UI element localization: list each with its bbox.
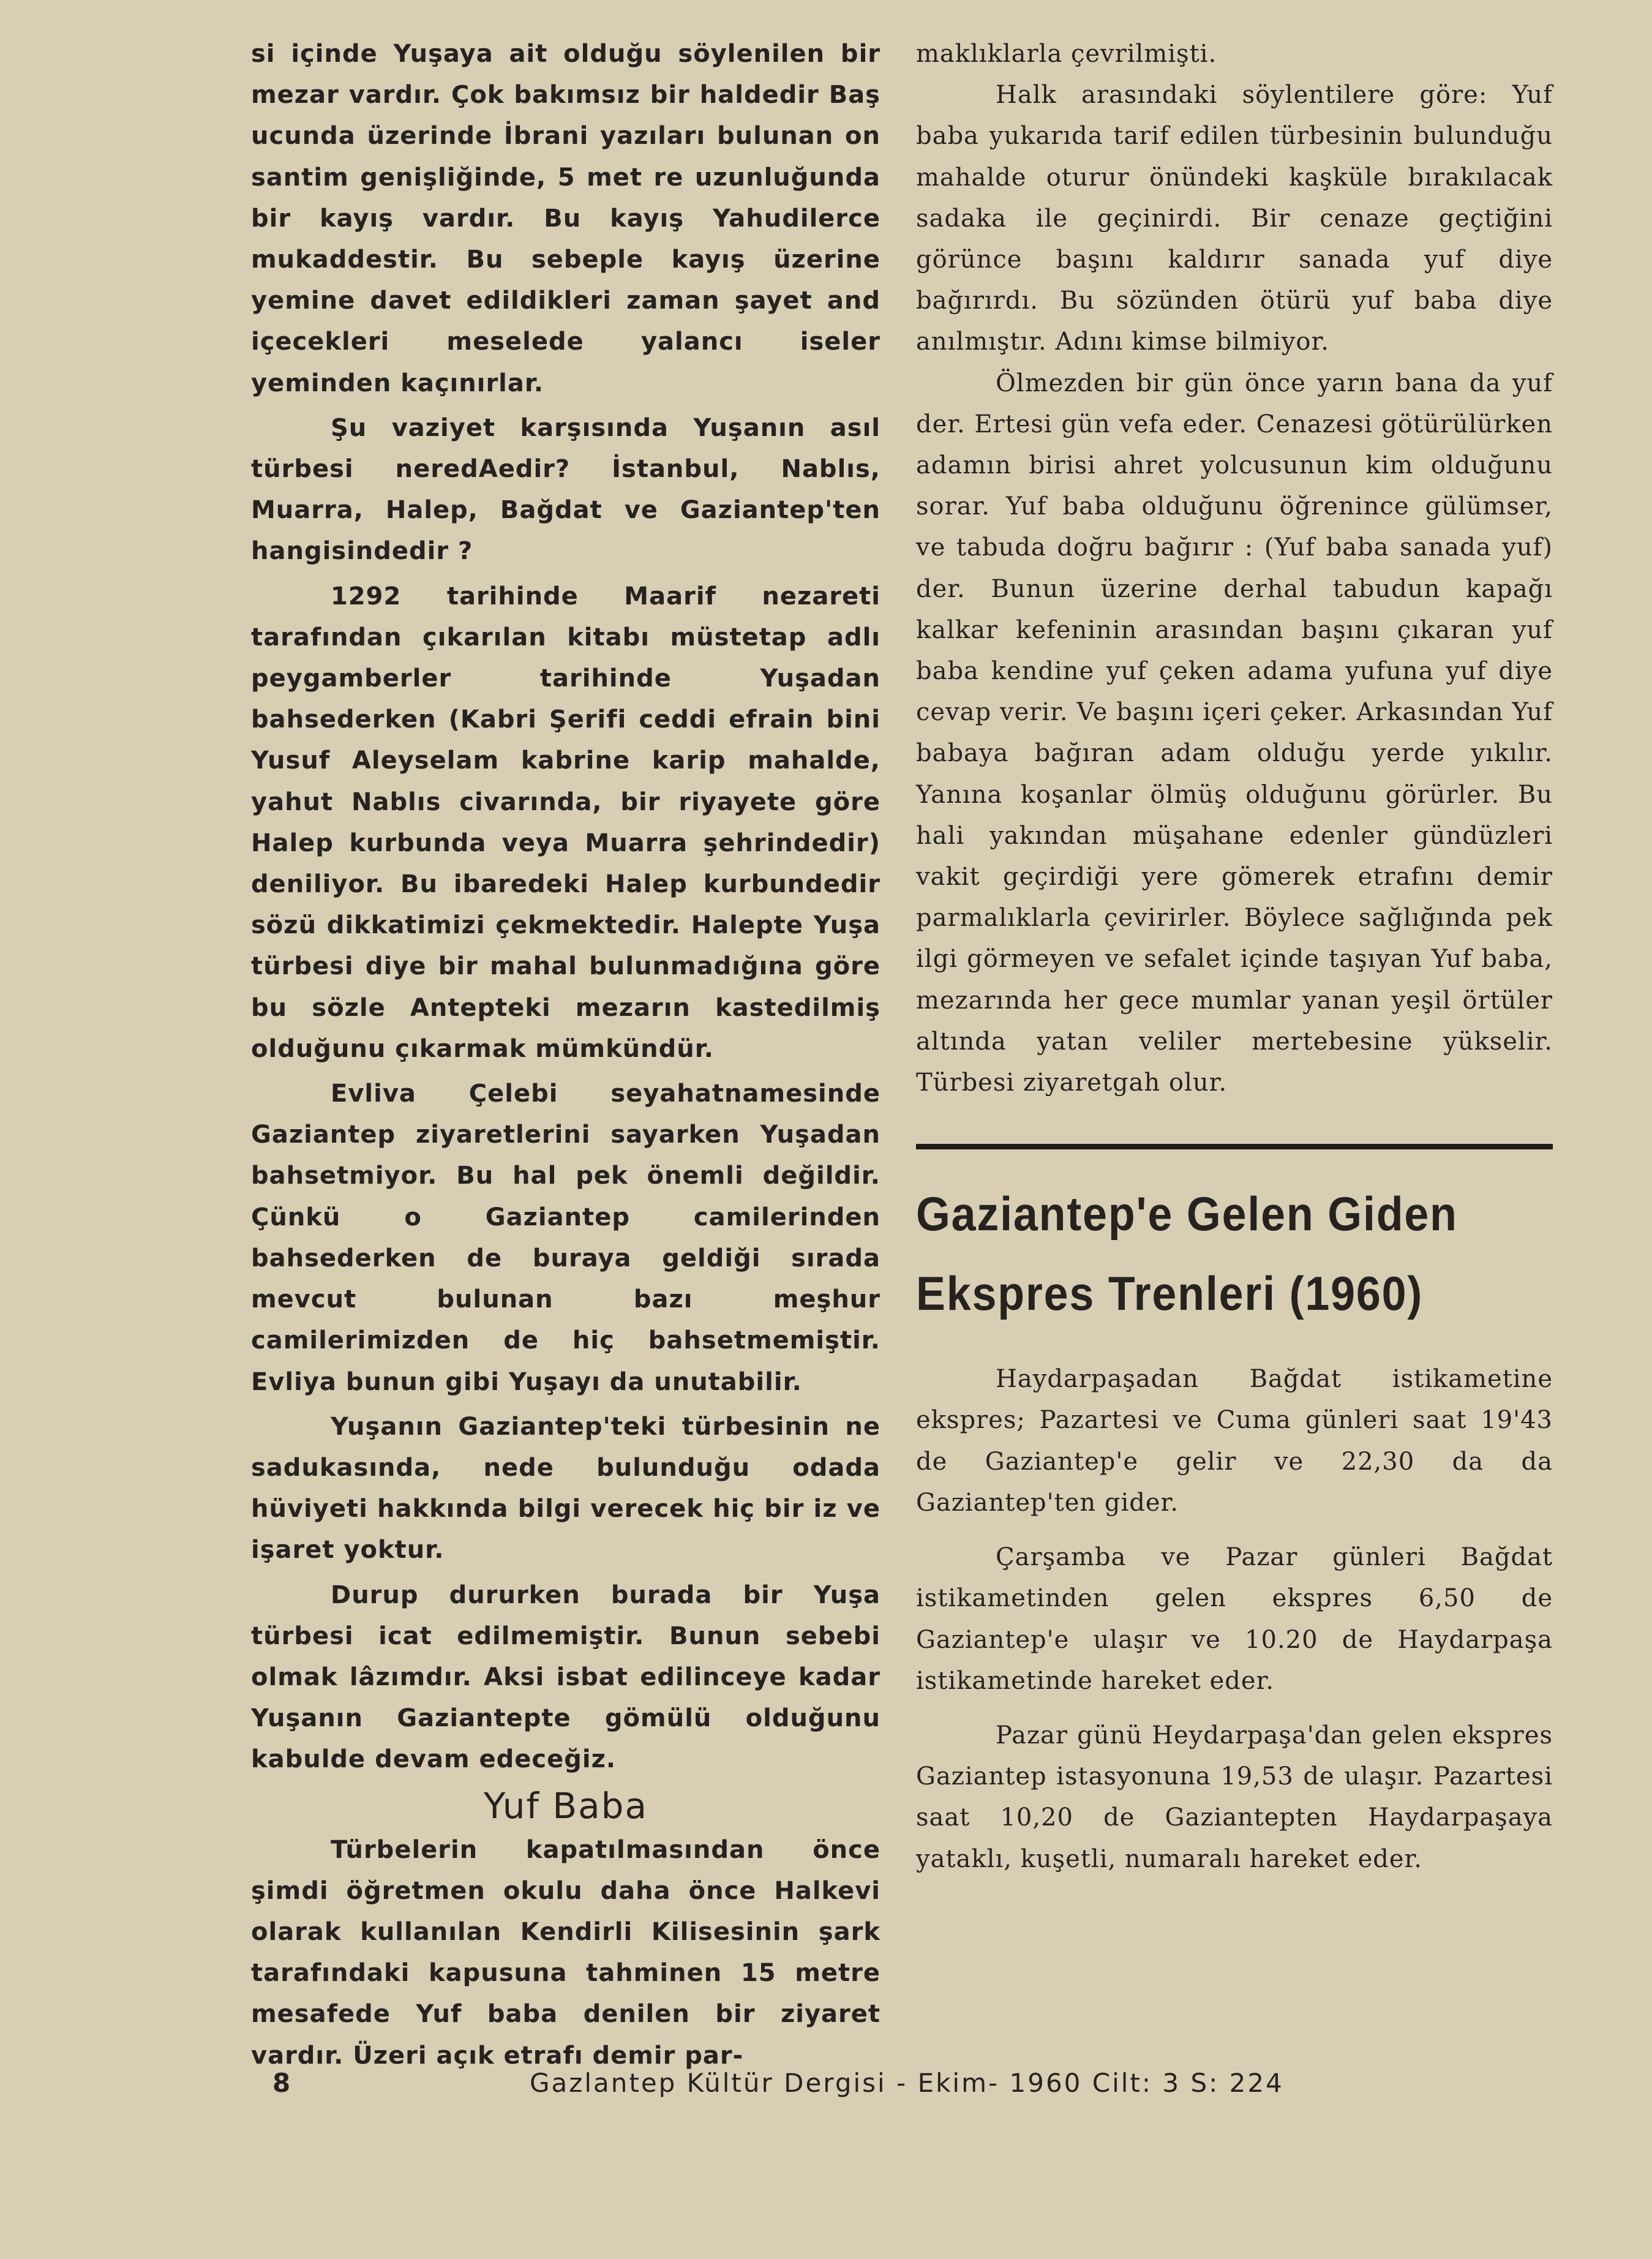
- page-number: 8: [272, 2068, 291, 2098]
- right-paragraph-4: Haydarpaşadan Bağdat istikametine ekspres; Pazartesi ve Cuma günleri saat 19'43 de Gaziantep'e gelir ve 22,30 da da Gaziantep'ten gider.: [916, 1365, 1553, 1517]
- left-paragraph-3: 1292 tarihinde Maarif nezareti tarafından çıkarılan kitabı müstetap adlı peygamberler tarihinde Yuşadan bahsederken (Kabri Şerifi ceddi efrain bini Yusuf Aleyselam kabrine karip mahalde, yahut Nablıs civarında, bir riyayete göre Halep kurbunda veya Muarra şehrindedir) deniliyor. Bu ibaredeki Halep kurbundedir sözü dikkatimizi çekmektedir. Halepte Yuşa türbesi diye bir mahal bulunmadığına göre bu sözle Antepteki mezarın kastedilmiş olduğunu çıkarmak mümkündür.: [251, 582, 880, 1063]
- left-paragraph-1: si içinde Yuşaya ait olduğu söylenilen bir mezar vardır. Çok bakımsız bir haldedir Baş ucunda üzerinde İbrani yazıları bulunan on santim genişliğinde, 5 met re uzunluğunda bir kayış vardır. Bu kayış Yahudilerce mukaddestir. Bu sebeple kayış üzerine yemine davet edildikleri zaman şayet and içecekleri meselede yalancı iseler yeminden kaçınırlar.: [251, 40, 880, 397]
- right-paragraph-1: maklıklarla çevrilmişti.: [916, 40, 1217, 68]
- heading-line-2: Ekspres Trenleri (1960): [916, 1266, 1424, 1321]
- left-paragraph-2: Şu vaziyet karşısında Yuşanın asıl türbesi neredAedir? İstanbul, Nablıs, Muarra, Halep, Bağdat ve Gaziantep'ten hangisindedir ?: [251, 413, 880, 566]
- right-paragraph-3: Ölmezden bir gün önce yarın bana da yuf der. Ertesi gün vefa eder. Cenazesi götürülürken adamın birisi ahret yolcusunun kim olduğunu sorar. Yuf baba olduğunu öğrenince gülümser, ve tabuda doğru bağırır : (Yuf baba sanada yuf) der. Bunun üzerine derhal tabudun kapağı kalkar kefeninin arasından başını çıkaran yuf baba kendine yuf çeken adama yufuna yuf diye cevap verir. Ve başını içeri çeker. Arkasından Yuf babaya bağıran adam olduğu yerde yıkılır. Yanına koşanlar ölmüş olduğunu görürler. Bu hali yakından müşahane edenler gündüzleri vakit geçirdiği yere gömerek etrafını demir parmalıklarla çevirirler. Böylece sağlığında pek ilgi görmeyen ve sefalet içinde taşıyan Yuf baba, mezarında her gece mumlar yanan yeşil örtüler altında yatan veliler mertebesine yükselir. Türbesi ziyaretgah olur.: [916, 369, 1553, 1097]
- right-paragraph-5: Çarşamba ve Pazar günleri Bağdat istikametinden gelen ekspres 6,50 de Gaziantep'e ulaşır ve 10.20 de Haydarpaşa istikametinde hareket eder.: [916, 1543, 1553, 1695]
- right-paragraph-6: Pazar günü Heydarpaşa'dan gelen ekspres Gaziantep istasyonuna 19,53 de ulaşır. Pazartesi saat 10,20 de Gaziantepten Haydarpaşaya yataklı, kuşetli, numaralı hareket eder.: [916, 1721, 1553, 1873]
- journal-info: Gazlantep Kültür Dergisi - Ekim- 1960 Cilt: 3 S: 224: [530, 2068, 1284, 2098]
- left-paragraph-6: Durup dururken burada bir Yuşa türbesi icat edilmemiştir. Bunun sebebi olmak lâzımdır. Aksi isbat edilinceye kadar Yuşanın Gaziantepte gömülü olduğunu kabulde devam edeceğiz.: [251, 1581, 880, 1774]
- right-paragraph-2: Halk arasındaki söylentilere göre: Yuf baba yukarıda tarif edilen türbesinin bulunduğu mahalde oturur önündeki kaşküle bırakılacak sadaka ile geçinirdi. Bir cenaze geçtiğini görünce başını kaldırır sanada yuf diye bağırırdı. Bu sözünden ötürü yuf baba diye anılmıştır. Adını kimse bilmiyor.: [916, 81, 1553, 356]
- left-paragraph-4: Evliva Çelebi seyahatnamesinde Gaziantep ziyaretlerini sayarken Yuşadan bahsetmiyor. Bu hal pek önemli değildir. Çünkü o Gaziantep camilerinden bahsederken de buraya geldiği sırada mevcut bulunan bazı meşhur camilerimizden de hiç bahsetmemiştir. Evliya bunun gibi Yuşayı da unutabilir.: [251, 1080, 880, 1396]
- page-footer: [272, 2065, 1503, 2102]
- left-paragraph-5: Yuşanın Gaziantep'teki türbesinin ne sadukasında, nede bulunduğu odada hüviyeti hakkında bilgi verecek hiç bir iz ve işaret yoktur.: [251, 1412, 880, 1565]
- heading-line-1: Gaziantep'e Gelen Giden: [916, 1187, 1458, 1241]
- article-heading: [916, 1174, 1502, 1333]
- section-subheading: Yuf Baba: [483, 1784, 648, 1827]
- right-column: [916, 34, 1553, 1880]
- left-column: [251, 34, 880, 2077]
- section-divider: [916, 1144, 1553, 1149]
- left-paragraph-7: Türbelerin kapatılmasından önce şimdi öğretmen okulu daha önce Halkevi olarak kullanılan Kendirli Kilisesinin şark tarafındaki kapusuna tahminen 15 metre mesafede Yuf baba denilen bir ziyaret vardır. Üzeri açık etrafı demir par-: [251, 1835, 880, 2070]
